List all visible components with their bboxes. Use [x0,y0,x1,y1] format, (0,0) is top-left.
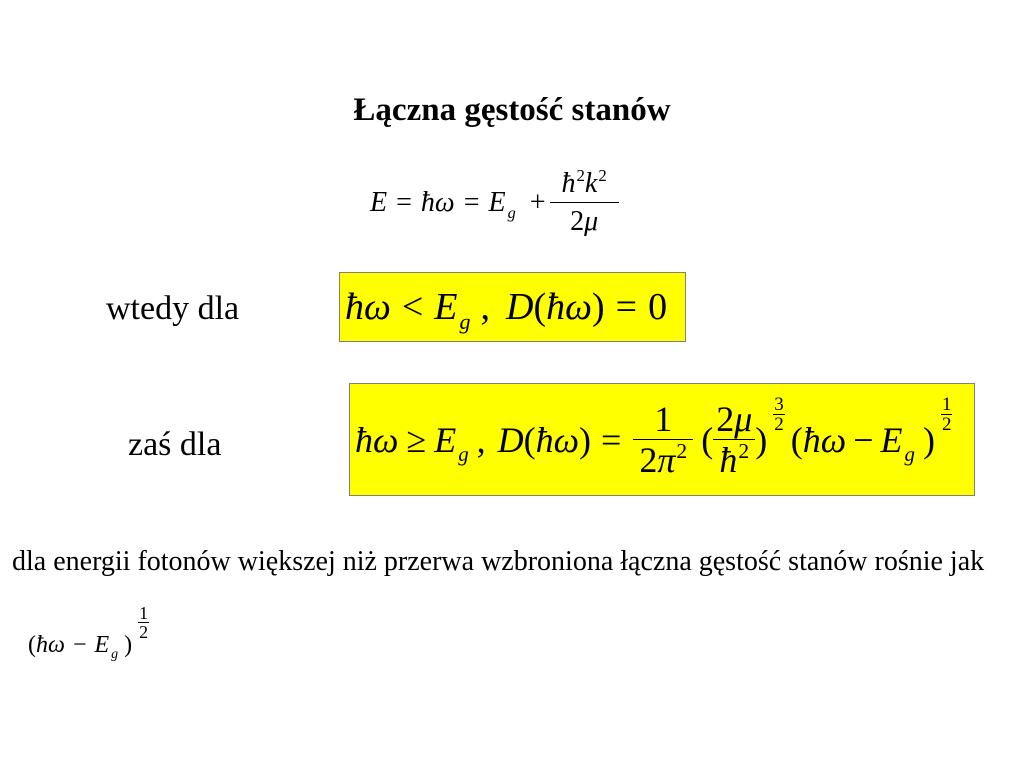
conclusion-formula [28,602,149,685]
above-gap-density-formula [355,394,958,480]
exponent-one-half [138,604,149,641]
fraction-denominator [550,202,619,236]
fraction-denominator [633,439,693,478]
band-gap-symbol [94,632,119,663]
exponent-denominator: 2 [774,414,784,435]
exponent-one-half [941,395,953,434]
denominator-two: 2 [570,206,585,237]
band-gap-subscript: g [507,204,516,223]
band-gap-symbol [434,419,469,466]
band-gap-subscript: g [458,441,469,466]
exponent-numerator: 3 [774,394,784,415]
band-gap-base: E [488,187,506,218]
open-paren: ( [523,419,536,460]
open-paren: ( [790,419,803,460]
band-gap-symbol [434,286,471,334]
zero-value: 0 [648,286,668,328]
numerator-two: 2 [716,399,735,439]
band-gap-base: E [94,632,110,658]
photon-energy-symbol: ħω [420,187,455,218]
photon-energy-symbol: ħω [36,632,65,658]
band-gap-base: E [880,419,903,460]
case-above-gap-label: zaś dla [128,426,222,463]
exponent-denominator: 2 [139,621,149,642]
band-gap-base: E [434,419,457,460]
close-paren: ) [124,632,133,658]
exponent-denominator: 2 [941,414,952,435]
band-gap-subscript: g [459,308,471,334]
comma: , [476,419,486,460]
kinetic-energy-fraction [550,166,619,237]
hbar-symbol: ħ [561,168,576,199]
hbar-exponent: 2 [738,438,750,463]
density-of-states-symbol: D [497,419,524,460]
open-paren: ( [28,632,36,658]
wavevector-symbol: k [584,168,598,199]
equals-sign: = [601,419,622,460]
fraction-numerator [713,401,755,439]
photon-energy-symbol: ħω [535,419,580,460]
density-of-states-symbol: D [506,286,534,328]
hbar-symbol: ħ [719,440,738,480]
close-paren: ) [591,286,605,328]
open-paren: ( [701,419,714,460]
hbar-exponent: 2 [576,166,585,186]
minus-sign: − [853,419,874,460]
close-paren: ) [579,419,592,460]
reduced-mass-symbol: μ [584,206,599,237]
close-paren: ) [922,419,935,460]
fraction-denominator [713,439,755,478]
greater-equal-sign: ≥ [406,419,427,460]
comma: , [480,286,491,328]
plus-sign: + [529,187,546,218]
exponent-numerator: 1 [139,602,149,623]
below-gap-highlight-box [339,272,686,342]
reduced-mass-symbol: μ [734,399,753,439]
close-paren: ) [755,419,768,460]
energy-formula [370,163,619,243]
band-gap-base: E [434,286,458,328]
photon-energy-symbol: ħω [546,286,592,328]
photon-energy-symbol: ħω [355,419,399,460]
below-gap-density-formula [345,286,668,334]
pi-symbol: π [657,440,676,480]
mass-fraction [713,401,755,478]
minus-sign: − [72,632,87,658]
above-gap-highlight-box [349,383,975,496]
fraction-numerator [550,166,619,202]
exponent-three-halves [773,395,785,434]
photon-energy-symbol: ħω [345,286,391,328]
slide-title: Łączna gęstość stanów [353,92,671,128]
equals-sign: = [615,286,638,328]
band-gap-subscript: g [904,441,915,466]
band-gap-symbol [880,419,915,466]
open-paren: ( [533,286,547,328]
wavevector-exponent: 2 [598,166,607,186]
band-gap-symbol [488,187,516,223]
case-below-gap-label: wtedy dla [106,290,240,327]
photon-energy-symbol: ħω [802,419,847,460]
denominator-two: 2 [639,440,658,480]
less-than-sign: < [401,286,424,328]
equals-sign: = [463,187,480,218]
band-gap-subscript: g [111,647,119,663]
equals-sign: = [396,187,412,218]
energy-symbol: E [370,187,388,218]
fraction-numerator: 1 [654,399,673,439]
exponent-numerator: 1 [941,394,952,415]
pi-exponent: 2 [676,438,688,463]
prefactor-fraction [633,401,693,478]
conclusion-text: dla energii fotonów większej niż przerwa wzbroniona łączna gęstość stanów rośnie jak [12,546,985,577]
